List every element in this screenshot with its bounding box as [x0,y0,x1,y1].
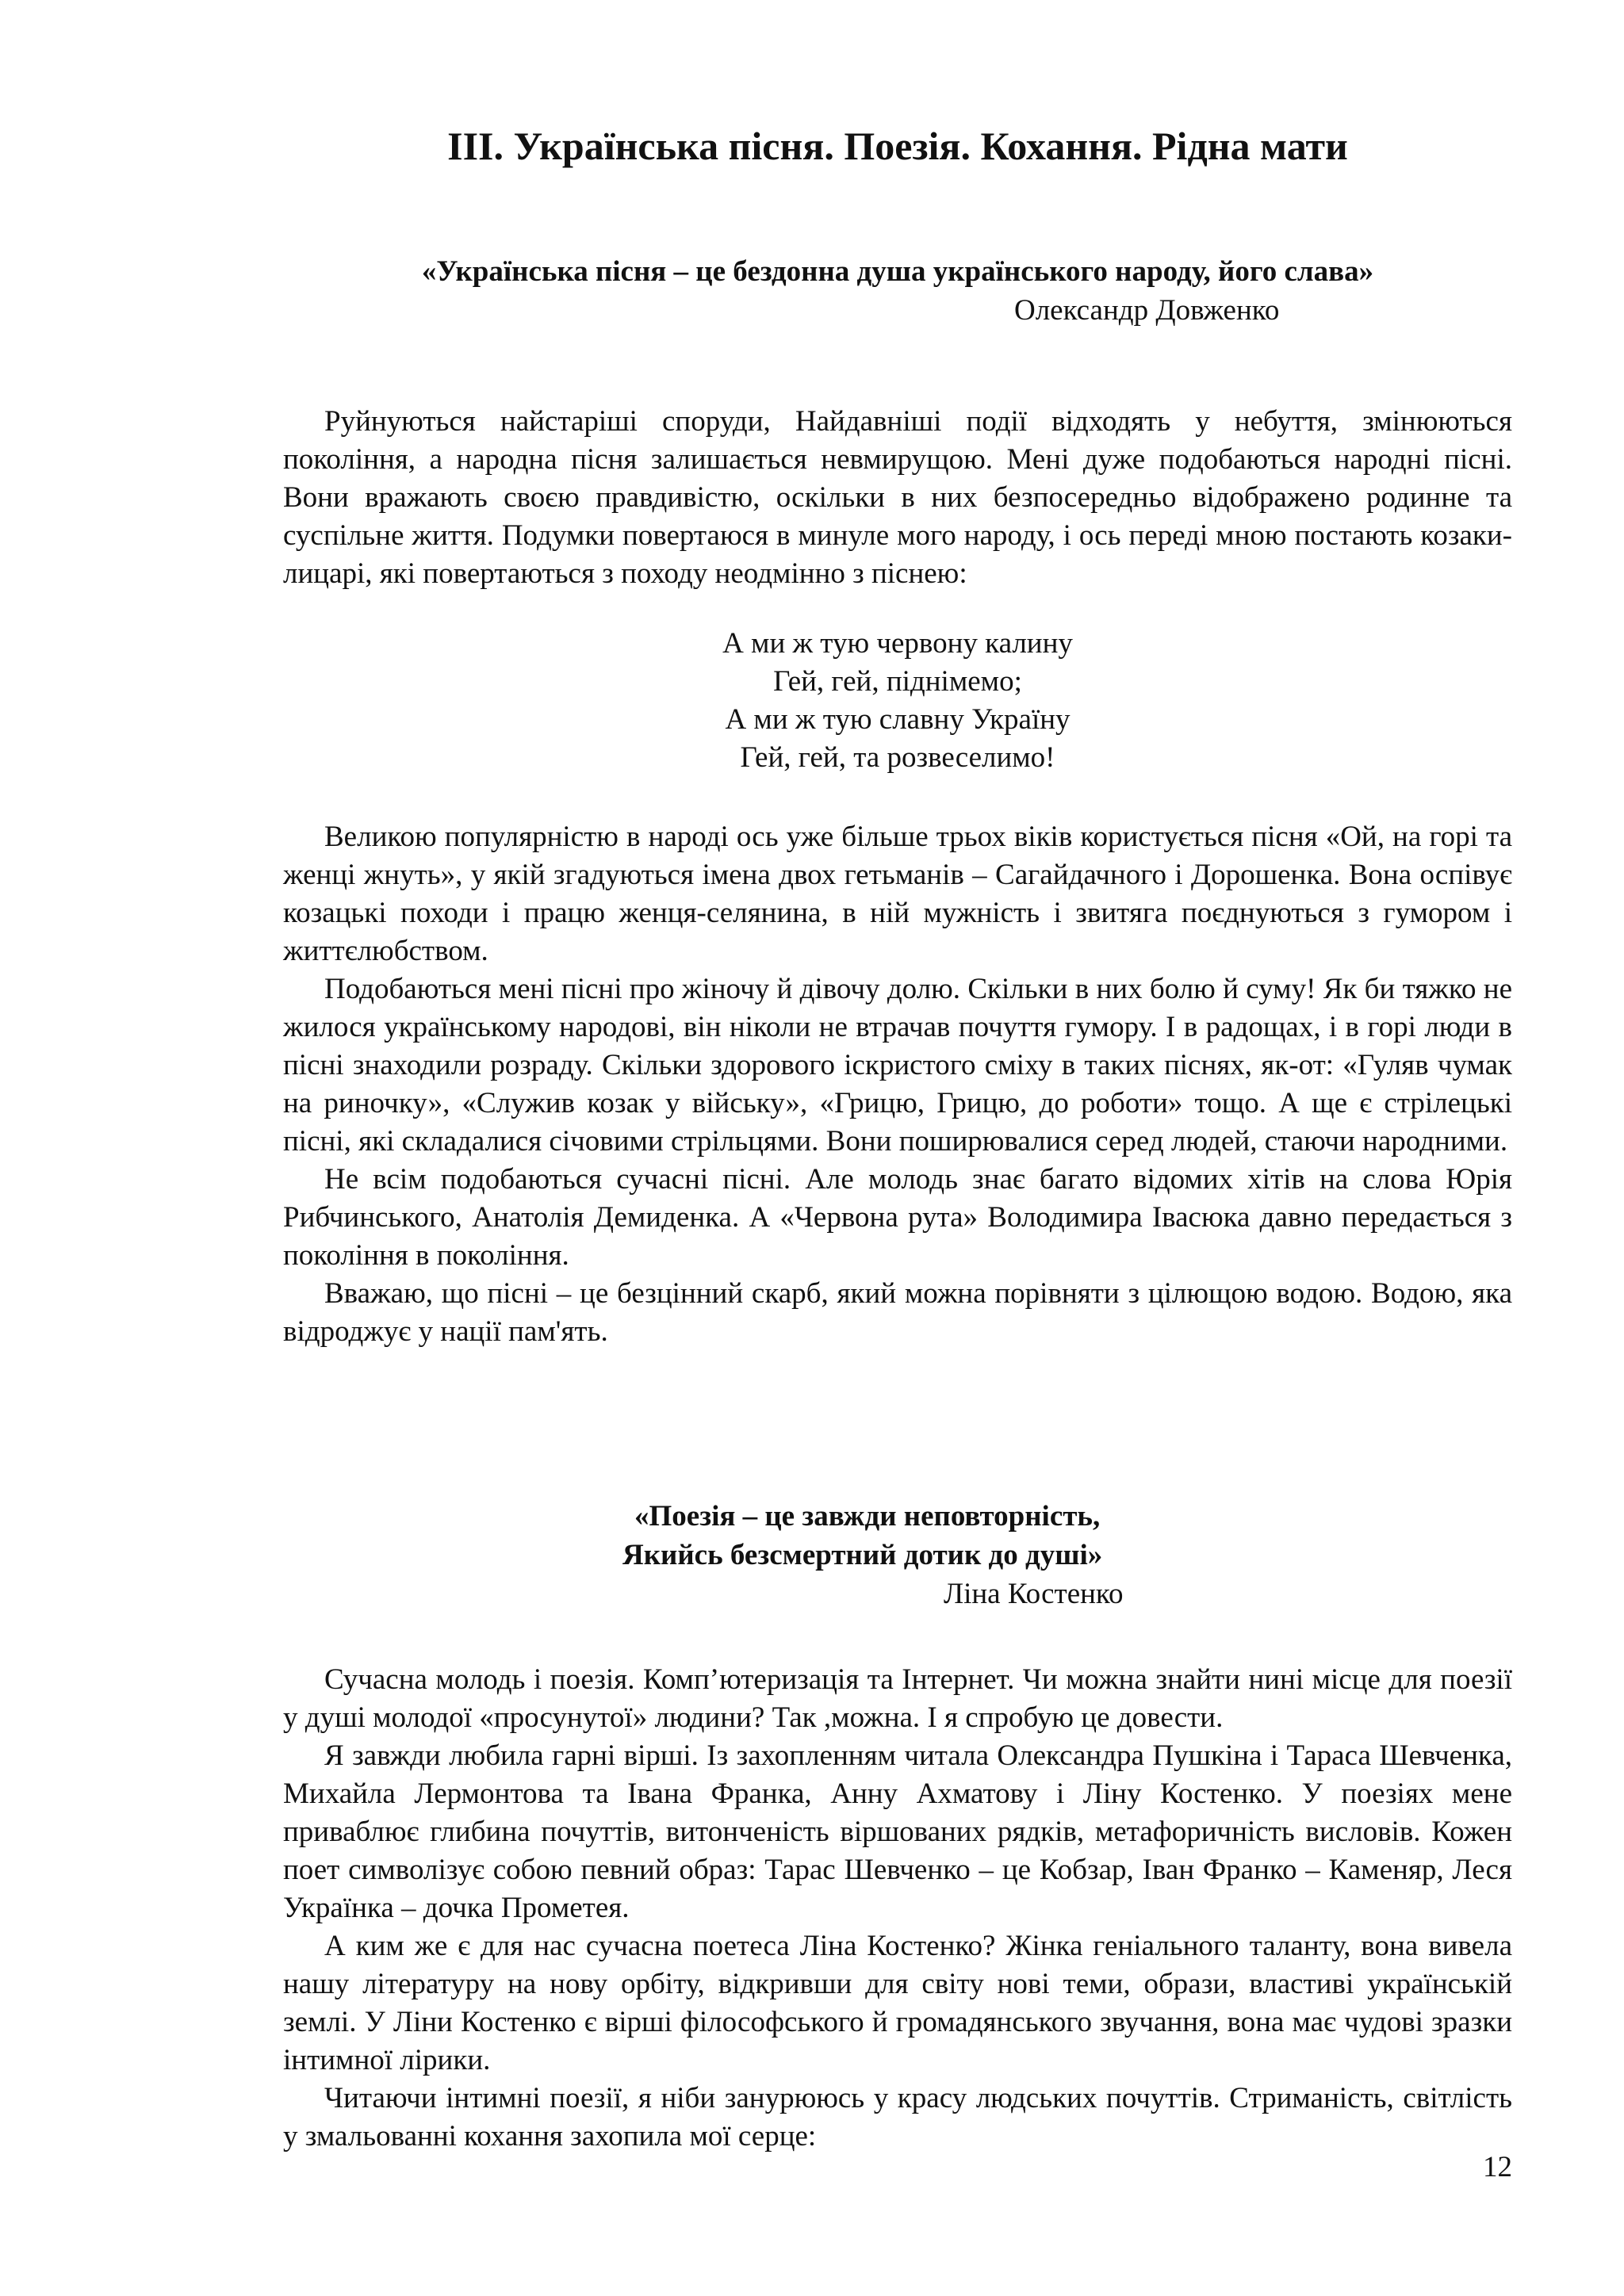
epigraph-quote-line-1: «Поезія – це завжди неповторність, [634,1500,1101,1533]
paragraph: Великою популярністю в народі ось уже більше трьох віків користується пісня «Ой, на горі та женці жнуть», у якій згадуються імена двох гетьманів – Сагайдачного і Дорошенка. Вона оспівує козацькі походи і працю женця-селянина, в ній мужність і звитяга поєднуються з гумором і життєлюбством. [283,821,1512,967]
section-1-body [283,818,1512,1351]
paragraph: Не всім подобаються сучасні пісні. Але молодь знає багато відомих хітів на слова Юрія Рибчинського, Анатолія Демиденка. А «Червона рута» Володимира Івасюка давно передається з покоління в покоління. [283,1163,1512,1272]
paragraph: Руйнуються найстаріші споруди, Найдавніші події відходять у небуття, змінюються покоління, а народна пісня залишається невмирущою. Мені дуже подобаються народні пісні. Вони вражають своєю правдивістю, оскільки в них безпосередньо відображено родинне та суспільне життя. Подумки повертаюся в минуле мого народу, і ось переді мною постають козаки-лицарі, які повертаються з походу неодмінно з піснею: [283,405,1512,590]
page-number: 12 [1483,2151,1512,2183]
paragraph: А ким же є для нас сучасна поетеса Ліна Костенко? Жінка геніального таланту, вона вивела нашу літературу на нову орбіту, відкривши для світу нові теми, образи, властиві українській землі. У Ліни Костенко є вірші філософського й громадянського звучання, вона має чудові зразки інтимної лірики. [283,1930,1512,2076]
document-page [283,0,1512,2296]
section-1-intro [283,403,1512,593]
epigraph-author: Ліна Костенко [944,1578,1124,1610]
verse-line: Гей, гей, піднімемо; [773,665,1022,698]
paragraph: Я завжди любила гарні вірші. Із захопленням читала Олександра Пушкіна і Тараса Шевченка, Михайла Лермонтова та Івана Франка, Анну Ахматову і Ліну Костенко. У поезіях мене приваблює глибина почуттів, витонченість віршованих рядків, метафоричність висловів. Кожен поет символізує собою певний образ: Тарас Шевченко – це Кобзар, Іван Франко – Каменяр, Леся Українка – дочка Прометея. [283,1739,1512,1924]
epigraph-kostenko [283,1497,1512,1613]
epigraph-quote-line-2: Якийсь безсмертний дотик до душі» [622,1539,1103,1571]
verse-line: Гей, гей, та розвеселимо! [740,741,1055,774]
chapter-title: ІІІ. Українська пісня. Поезія. Кохання. Рідна мати [447,124,1348,168]
paragraph: Подобаються мені пісні про жіночу й дівочу долю. Скільки в них болю й суму! Як би тяжко не жилося українському народові, він ніколи не втрачав почуття гумору. І в радощах, і в горі люди в пісні знаходили розраду. Скільки здорового іскристого сміху в таких піснях, як-от: «Гуляв чумак на риночку», «Служив козак у війську», «Грицю, Грицю, до роботи» тощо. А ще є стрілецькі пісні, які складалися січовими стрільцями. Вони поширювалися серед людей, стаючи народними. [283,973,1512,1158]
section-2-body [283,1661,1512,2156]
epigraph-dovzhenko [283,252,1512,330]
verse-line: А ми ж тую червону калину [722,627,1073,660]
epigraph-author: Олександр Довженко [1014,294,1280,327]
verse-block [283,625,1512,777]
verse-line: А ми ж тую славну Україну [725,703,1071,736]
paragraph: Читаючи інтимні поезії, я ніби занурююсь у красу людських почуттів. Стриманість, світлість у змальованні кохання захопила мої серце: [283,2082,1512,2152]
epigraph-quote: «Українська пісня – це бездонна душа українського народу, його слава» [421,255,1374,288]
paragraph: Вважаю, що пісні – це безцінний скарб, який можна порівняти з цілющою водою. Водою, яка відроджує у нації пам'ять. [283,1277,1512,1348]
paragraph: Сучасна молодь і поезія. Комп’ютеризація та Інтернет. Чи можна знайти нині місце для поезії у душі молодої «просунутої» людини? Так ,можна. І я спробую це довести. [283,1663,1512,1734]
